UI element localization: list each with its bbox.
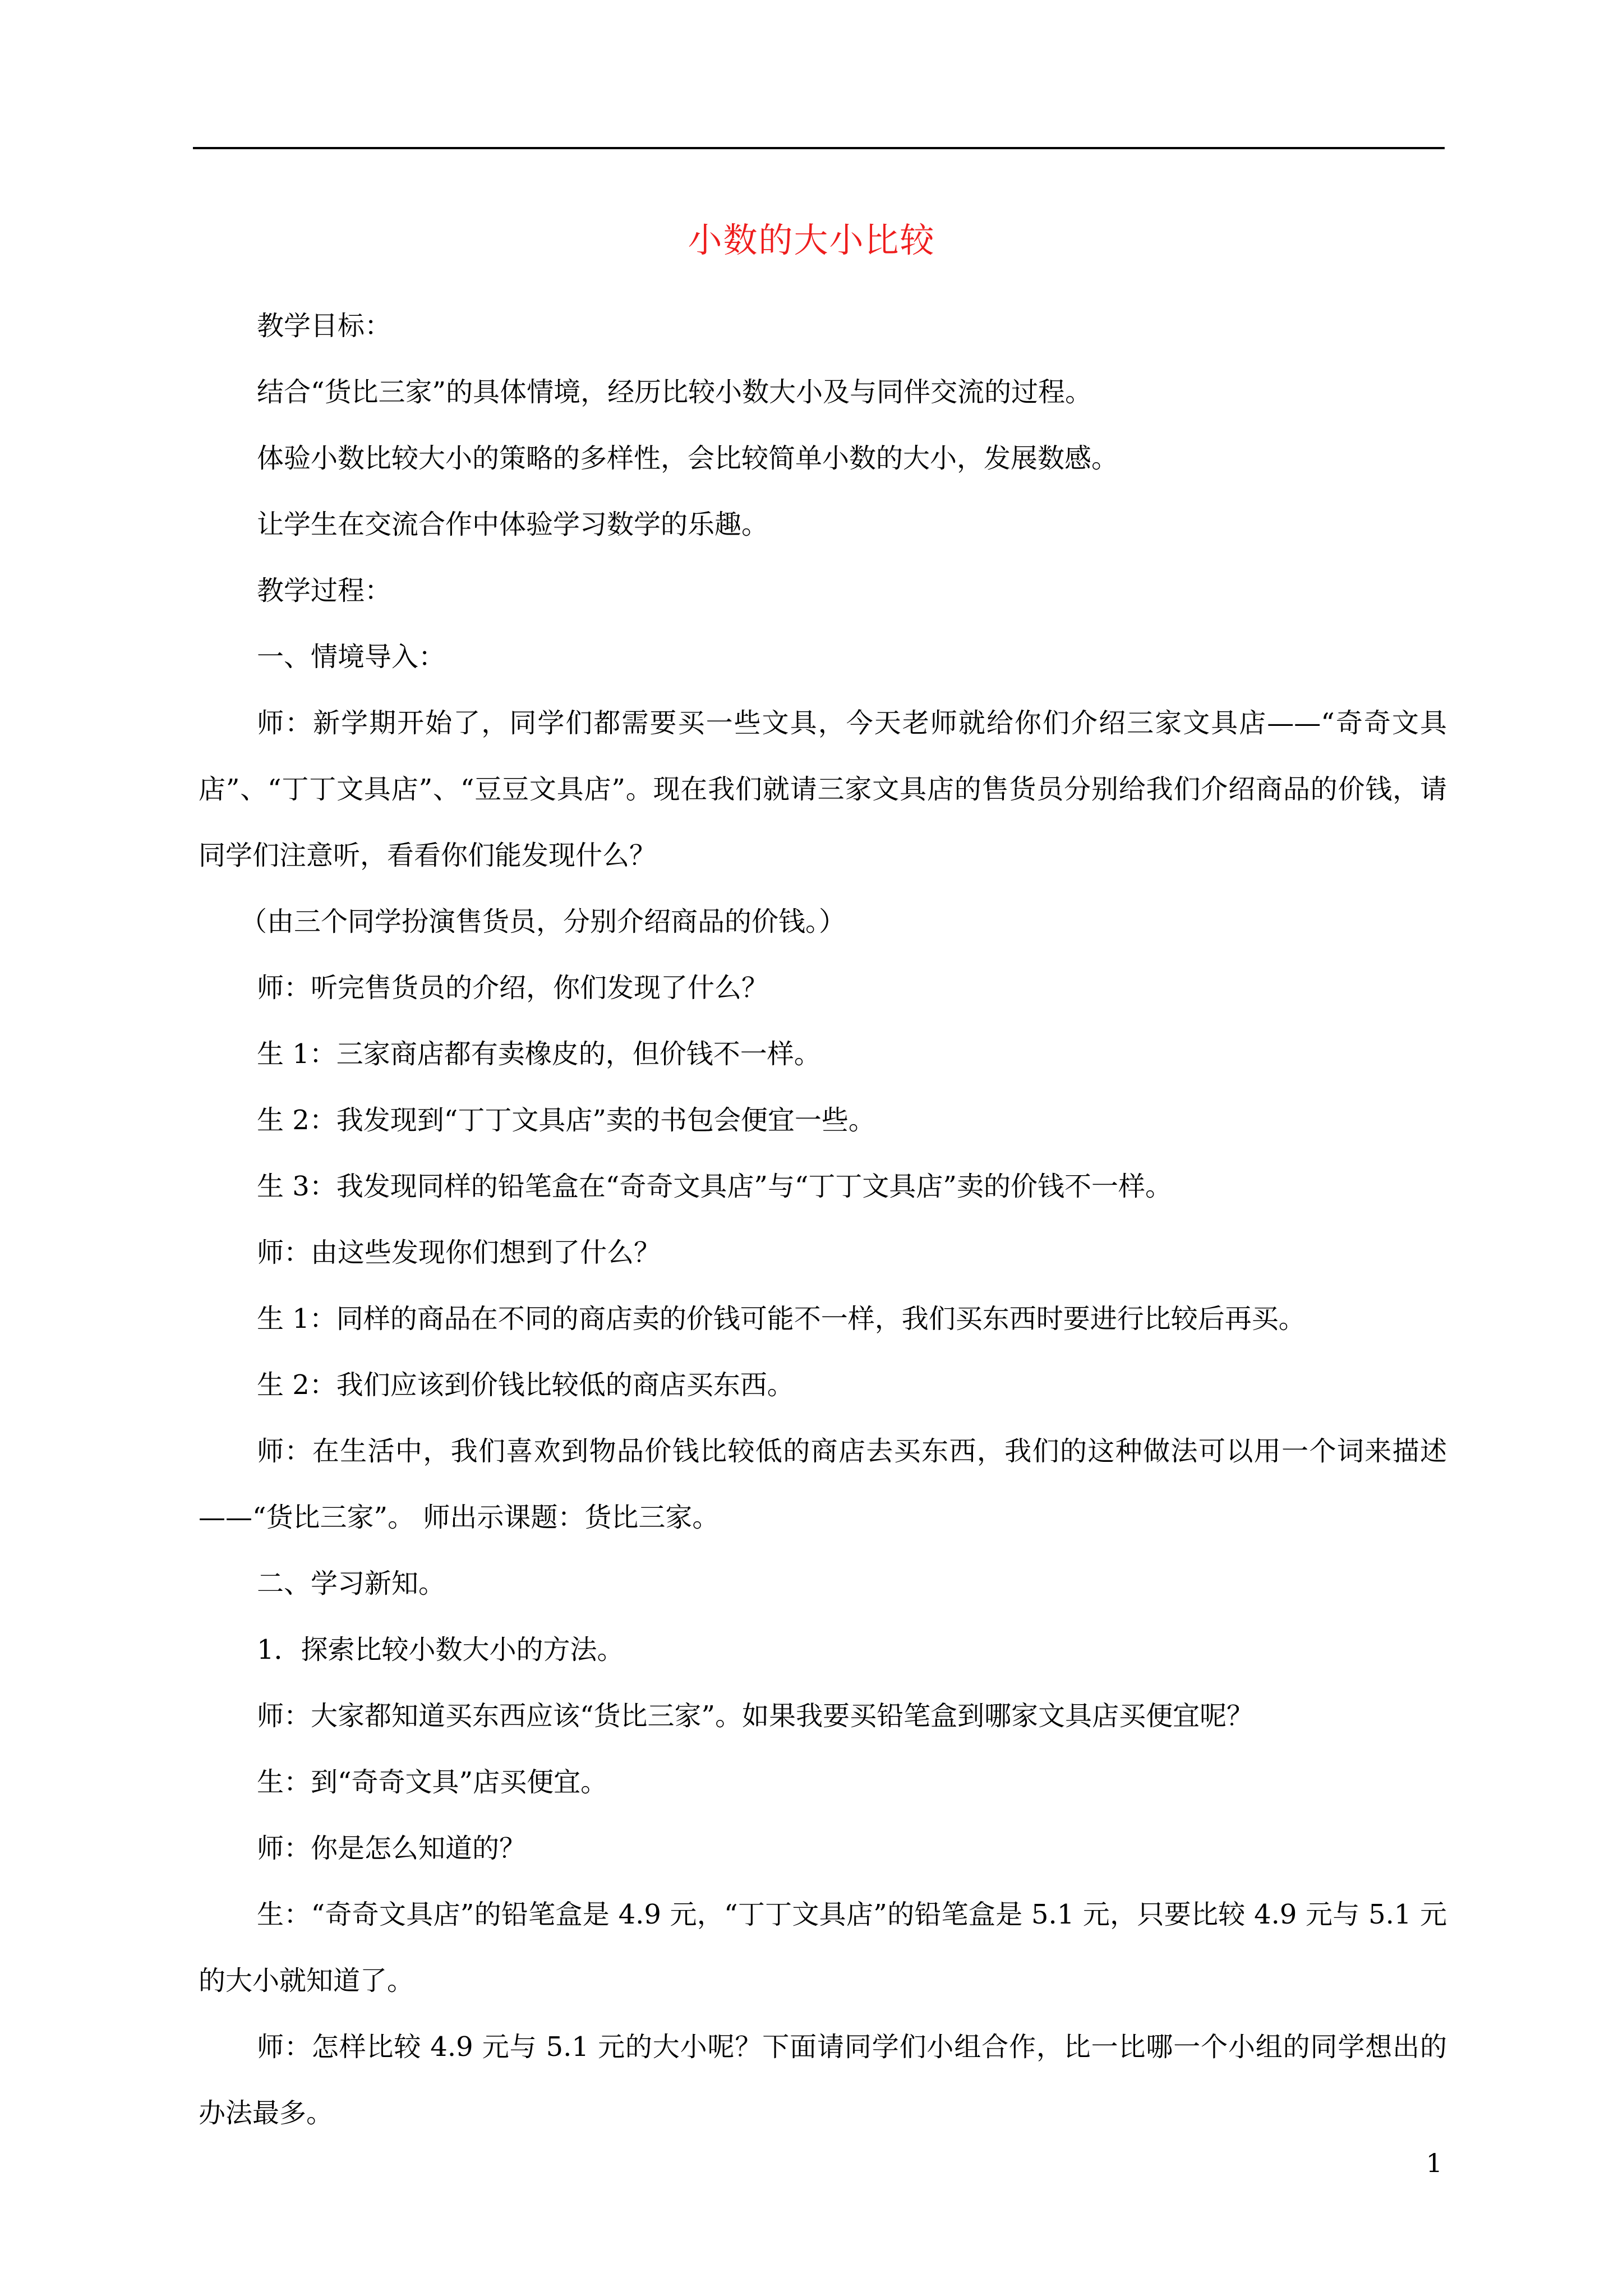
paragraph: 师：怎样比较 4.9 元与 5.1 元的大小呢？下面请同学们小组合作，比一比哪一个小组的同学想出的办法最多。: [199, 2031, 1447, 2129]
paragraph: 二、学习新知。: [257, 1568, 446, 1599]
paragraph: （由三个同学扮演售货员，分别介绍商品的价钱。）: [240, 906, 846, 937]
page-number: 1: [1426, 2148, 1442, 2178]
paragraph: 一、情境导入：: [257, 641, 446, 673]
paragraph: 师：由这些发现你们想到了什么？: [257, 1237, 661, 1268]
paragraph: 教学过程：: [257, 575, 392, 606]
paragraph: 生 3：我发现同样的铅笔盒在“奇奇文具店”与“丁丁文具店”卖的价钱不一样。: [257, 1171, 1172, 1202]
paragraph: 生 2：我们应该到价钱比较低的商店买东西。: [257, 1369, 794, 1401]
paragraph: 师：新学期开始了，同学们都需要买一些文具，今天老师就给你们介绍三家文具店——“奇奇文具店”、“丁丁文具店”、“豆豆文具店”。现在我们就请三家文具店的售货员分别给我们介绍商品的价钱，请同学们注意听，看看你们能发现什么？: [199, 707, 1447, 871]
paragraph: 生 2：我发现到“丁丁文具店”卖的书包会便宜一些。: [257, 1105, 875, 1136]
document-body: [199, 293, 1447, 2146]
paragraph: 让学生在交流合作中体验学习数学的乐趣。: [257, 509, 769, 540]
paragraph: 师：听完售货员的介绍，你们发现了什么？: [257, 972, 769, 1004]
paragraph: 师：大家都知道买东西应该“货比三家”。如果我要买铅笔盒到哪家文具店买便宜呢？: [257, 1700, 1254, 1732]
paragraph: 生：“奇奇文具店”的铅笔盒是 4.9 元，“丁丁文具店”的铅笔盒是 5.1 元，只要比较 4.9 元与 5.1 元的大小就知道了。: [199, 1899, 1447, 1996]
paragraph: 1．探索比较小数大小的方法。: [257, 1634, 624, 1665]
paragraph: 教学目标：: [257, 310, 392, 342]
paragraph: 师：在生活中，我们喜欢到物品价钱比较低的商店去买东西，我们的这种做法可以用一个词来描述——“货比三家”。 师出示课题：货比三家。: [199, 1435, 1447, 1533]
paragraph: 生 1：同样的商品在不同的商店卖的价钱可能不一样，我们买东西时要进行比较后再买。: [257, 1303, 1306, 1335]
paragraph: 生：到“奇奇文具”店买便宜。: [257, 1766, 608, 1798]
header-rule: [193, 147, 1445, 149]
paragraph: 生 1：三家商店都有卖橡皮的，但价钱不一样。: [257, 1038, 821, 1070]
paragraph: 体验小数比较大小的策略的多样性，会比较简单小数的大小，发展数感。: [257, 443, 1119, 474]
document-title: 小数的大小比较: [688, 220, 935, 260]
paragraph: 师：你是怎么知道的？: [257, 1833, 527, 1864]
paragraph: 结合“货比三家”的具体情境，经历比较小数大小及与同伴交流的过程。: [257, 376, 1092, 408]
